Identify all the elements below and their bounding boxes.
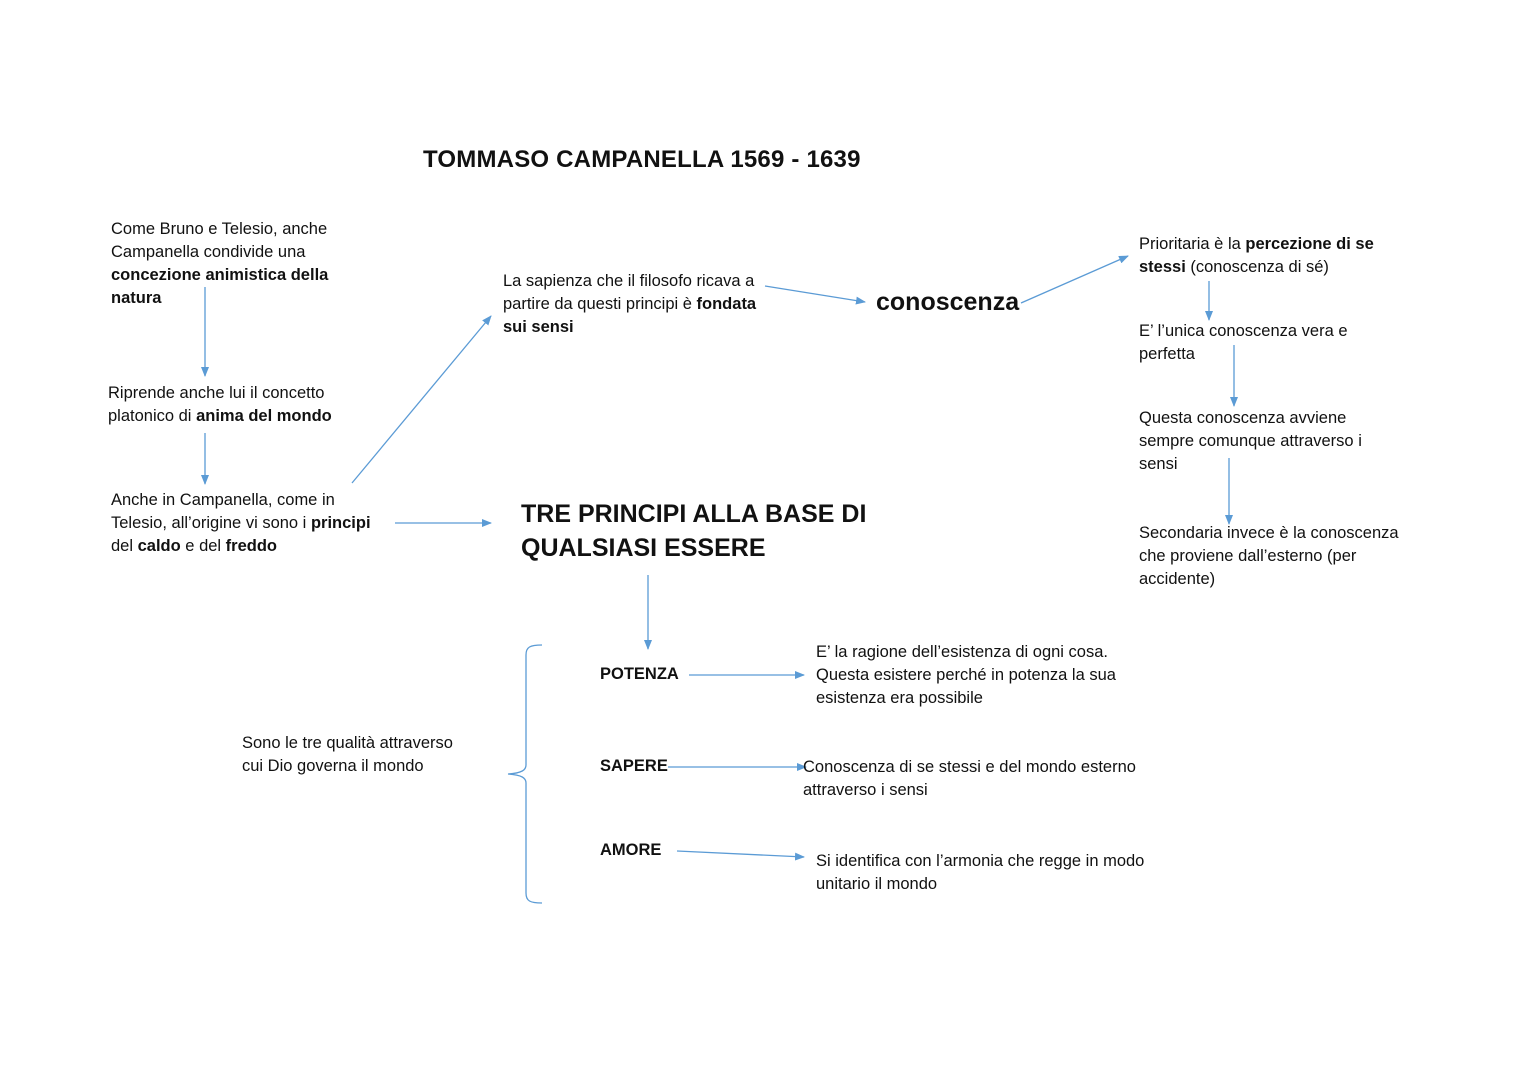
- r1-text1: Prioritaria è la: [1139, 235, 1246, 253]
- node-tre-principi: [521, 497, 881, 565]
- quality-sapere: SAPERE: [600, 757, 668, 775]
- box-attraverso-sensi: Questa conoscenza avviene sempre comunque attraverso i sensi: [1139, 409, 1362, 473]
- tre-principi-line2: QUALSIASI ESSERE: [521, 534, 766, 562]
- sapienza-bold: fondata sui sensi: [503, 295, 757, 336]
- arrow-sapienza-to-conoscenza: [765, 286, 865, 302]
- quality-sapere-desc: Conoscenza di se stessi e del mondo esterno attraverso i sensi: [803, 758, 1136, 799]
- quality-amore: AMORE: [600, 841, 662, 859]
- curly-brace: [508, 645, 542, 903]
- box-sapienza: [503, 270, 778, 339]
- box1-bold: concezione animistica della natura: [111, 266, 329, 307]
- arrow-principi-to-sapienza: [352, 316, 491, 483]
- arrow-conoscenza-to-prioritaria: [1021, 256, 1128, 303]
- box-prioritaria: [1139, 233, 1399, 279]
- box2-bold: anima del mondo: [196, 407, 332, 425]
- box3-text3: e del: [180, 537, 226, 555]
- box3-bold1: principi: [310, 514, 371, 532]
- tre-principi-line1: TRE PRINCIPI ALLA BASE DI: [521, 500, 867, 528]
- page-title: TOMMASO CAMPANELLA 1569 - 1639: [423, 146, 861, 173]
- box-secondaria: Secondaria invece è la conoscenza che proviene dall’esterno (per accidente): [1139, 524, 1399, 588]
- quality-potenza: POTENZA: [600, 665, 679, 683]
- quality-potenza-desc: E’ la ragione dell’esistenza di ogni cosa. Questa esistere perché in potenza la sua esistenza era possibile: [816, 643, 1116, 707]
- r1-bold: percezione di se stessi: [1139, 235, 1374, 276]
- box-principi-caldo-freddo: [111, 489, 389, 558]
- sapienza-text: La sapienza che il filosofo ricava a partire da questi principi è: [503, 272, 755, 313]
- box3-bold2: caldo: [137, 537, 181, 555]
- qualities-caption: Sono le tre qualità attraverso cui Dio governa il mondo: [242, 734, 453, 775]
- box3-text2: del: [111, 537, 138, 555]
- arrow-amore-to-desc: [677, 851, 804, 857]
- box3-bold3: freddo: [225, 537, 278, 555]
- box-unica-conoscenza: E’ l’unica conoscenza vera e perfetta: [1139, 322, 1348, 363]
- quality-amore-desc: Si identifica con l’armonia che regge in modo unitario il mondo: [816, 852, 1145, 893]
- box-anima-del-mondo: [108, 382, 358, 428]
- box-concezione-animistica: [111, 218, 351, 310]
- r1-text2: (conoscenza di sé): [1185, 258, 1329, 276]
- box3-text1: Anche in Campanella, come in Telesio, all’origine vi sono i: [111, 491, 335, 532]
- box2-text: Riprende anche lui il concetto platonico di: [108, 384, 325, 425]
- node-conoscenza: conoscenza: [876, 288, 1020, 316]
- box1-text: Come Bruno e Telesio, anche Campanella condivide una: [111, 220, 328, 261]
